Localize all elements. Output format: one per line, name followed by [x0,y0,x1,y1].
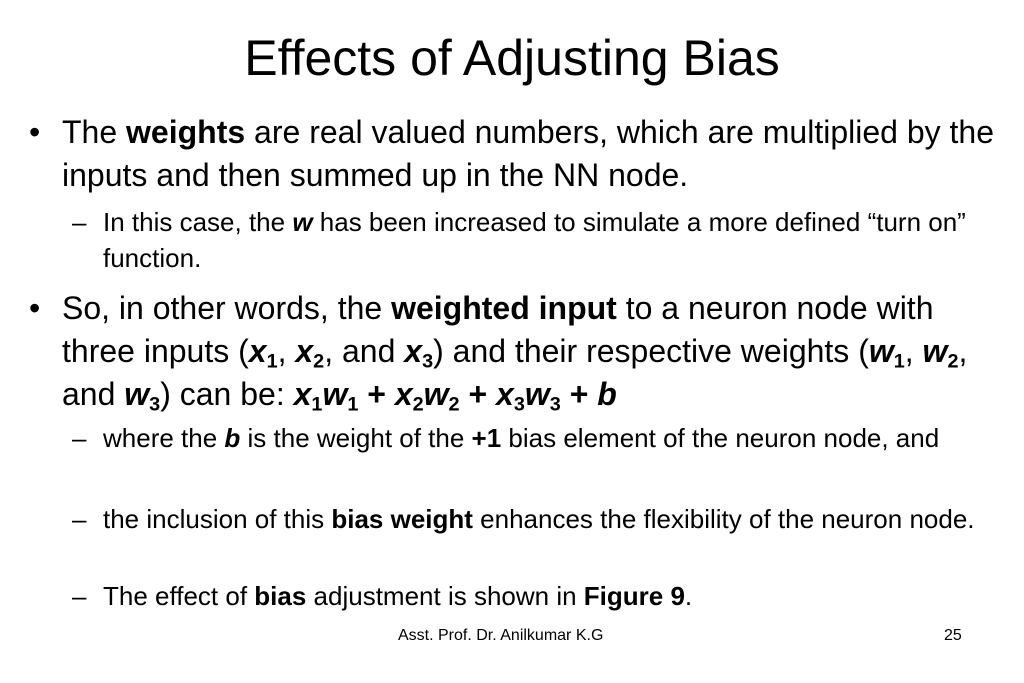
figure-reference: Figure 9 [583,581,685,611]
term-weighted-input: weighted input [391,290,617,326]
sub-bullet-w-increased: – In this case, the w has been increased to simulate a more defined “turn on” function. [103,204,1003,276]
dash-marker: – [72,207,87,237]
sub-bullet-bias-weight: – the inclusion of this bias weight enhances the flexibility of the neuron node. [103,501,1003,537]
bullet-marker: • [29,114,41,150]
dash-marker: – [72,504,87,534]
bullet-weighted-input: • So, in other words, the weighted input to a neuron node with three inputs ($x_1$, $x_2$, and $x_3$) and their respective weights ($w_1$, $w_2$, and $w_3$) can be: $x_1w_1 + x_2w_2 + x_3w_3 + b$ [62,287,1002,416]
sub-bullet-bias-element: – where the b is the weight of the +1 bias element of the neuron node, and [103,420,1003,456]
dash-marker: – [72,581,87,611]
sub-bullet-figure-reference: – The effect of bias adjustment is shown in Figure 9. [103,578,1003,614]
slide-title: Effects of Adjusting Bias [244,30,780,86]
bullet-weights: • The weights are real valued numbers, which are multiplied by the inputs and then summed up in the NN node. [62,111,1002,197]
term-bias-weight: bias weight [331,504,473,534]
term-plus-one: +1 [471,423,502,453]
footer-author: Asst. Prof. Dr. Anilkumar K.G [398,627,604,644]
term-bias: bias [254,581,307,611]
slide-number: 25 [944,627,962,644]
symbol-b: b [224,423,241,453]
dash-marker: – [72,423,87,453]
weighted-sum-formula: $x_1w_1 + x_2w_2 + x_3w_3 + b$ [293,376,617,416]
bullet-marker: • [29,290,41,326]
term-weights: weights [126,114,246,150]
symbol-w: w [292,207,313,237]
